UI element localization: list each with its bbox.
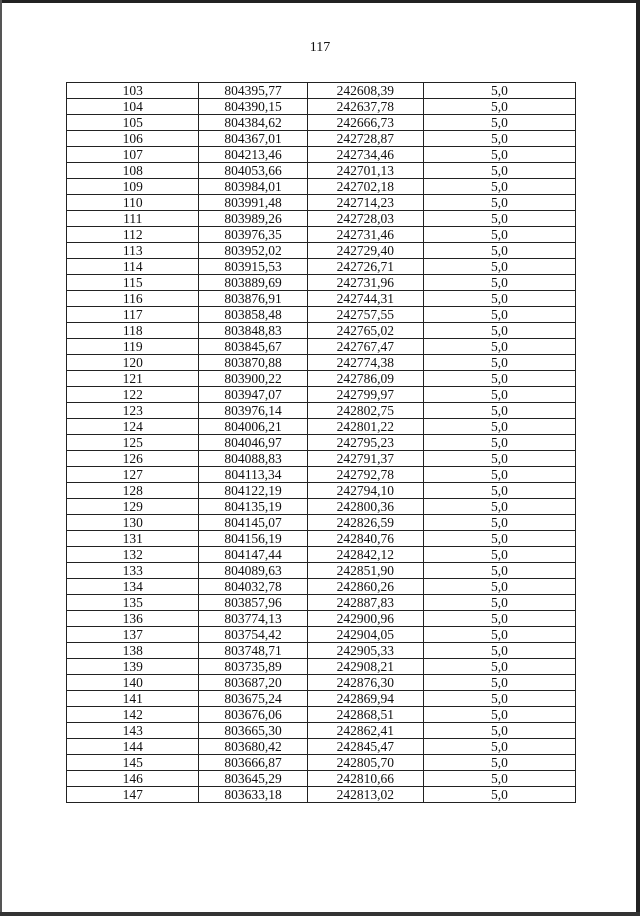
x-coordinate-cell: 804088,83 <box>199 451 307 467</box>
distance-cell: 5,0 <box>423 643 575 659</box>
x-coordinate-cell: 803870,88 <box>199 355 307 371</box>
table-row <box>67 355 576 371</box>
y-coordinate-cell: 242767,47 <box>307 339 423 355</box>
x-coordinate-cell: 803680,42 <box>199 739 307 755</box>
point-number-cell: 126 <box>67 451 199 467</box>
y-coordinate-cell: 242728,87 <box>307 131 423 147</box>
distance-cell: 5,0 <box>423 307 575 323</box>
point-number-cell: 114 <box>67 259 199 275</box>
table-row <box>67 755 576 771</box>
distance-cell: 5,0 <box>423 467 575 483</box>
y-coordinate-cell: 242792,78 <box>307 467 423 483</box>
distance-cell: 5,0 <box>423 499 575 515</box>
table-row <box>67 723 576 739</box>
table-row <box>67 211 576 227</box>
y-coordinate-cell: 242851,90 <box>307 563 423 579</box>
distance-cell: 5,0 <box>423 147 575 163</box>
x-coordinate-cell: 803889,69 <box>199 275 307 291</box>
x-coordinate-cell: 803675,24 <box>199 691 307 707</box>
point-number-cell: 106 <box>67 131 199 147</box>
y-coordinate-cell: 242908,21 <box>307 659 423 675</box>
x-coordinate-cell: 803754,42 <box>199 627 307 643</box>
x-coordinate-cell: 803748,71 <box>199 643 307 659</box>
coordinates-table <box>66 82 576 803</box>
table-row <box>67 515 576 531</box>
x-coordinate-cell: 804390,15 <box>199 99 307 115</box>
x-coordinate-cell: 803989,26 <box>199 211 307 227</box>
point-number-cell: 136 <box>67 611 199 627</box>
y-coordinate-cell: 242666,73 <box>307 115 423 131</box>
table-row <box>67 131 576 147</box>
y-coordinate-cell: 242860,26 <box>307 579 423 595</box>
y-coordinate-cell: 242869,94 <box>307 691 423 707</box>
table-row <box>67 659 576 675</box>
x-coordinate-cell: 803858,48 <box>199 307 307 323</box>
y-coordinate-cell: 242800,36 <box>307 499 423 515</box>
coordinates-table-body <box>67 83 576 803</box>
x-coordinate-cell: 803676,06 <box>199 707 307 723</box>
table-row <box>67 691 576 707</box>
table-row <box>67 339 576 355</box>
point-number-cell: 109 <box>67 179 199 195</box>
x-coordinate-cell: 803947,07 <box>199 387 307 403</box>
point-number-cell: 123 <box>67 403 199 419</box>
y-coordinate-cell: 242731,96 <box>307 275 423 291</box>
table-row <box>67 243 576 259</box>
y-coordinate-cell: 242795,23 <box>307 435 423 451</box>
x-coordinate-cell: 804147,44 <box>199 547 307 563</box>
page-number: 117 <box>309 40 331 55</box>
x-coordinate-cell: 803848,83 <box>199 323 307 339</box>
distance-cell: 5,0 <box>423 515 575 531</box>
point-number-cell: 127 <box>67 467 199 483</box>
distance-cell: 5,0 <box>423 115 575 131</box>
x-coordinate-cell: 804395,77 <box>199 83 307 99</box>
x-coordinate-cell: 803774,13 <box>199 611 307 627</box>
distance-cell: 5,0 <box>423 547 575 563</box>
table-row <box>67 563 576 579</box>
point-number-cell: 107 <box>67 147 199 163</box>
table-row <box>67 115 576 131</box>
point-number-cell: 138 <box>67 643 199 659</box>
point-number-cell: 140 <box>67 675 199 691</box>
table-row <box>67 275 576 291</box>
distance-cell: 5,0 <box>423 579 575 595</box>
point-number-cell: 113 <box>67 243 199 259</box>
point-number-cell: 122 <box>67 387 199 403</box>
y-coordinate-cell: 242862,41 <box>307 723 423 739</box>
table-row <box>67 467 576 483</box>
table-row <box>67 595 576 611</box>
y-coordinate-cell: 242701,13 <box>307 163 423 179</box>
x-coordinate-cell: 803665,30 <box>199 723 307 739</box>
y-coordinate-cell: 242813,02 <box>307 787 423 803</box>
point-number-cell: 105 <box>67 115 199 131</box>
distance-cell: 5,0 <box>423 355 575 371</box>
point-number-cell: 103 <box>67 83 199 99</box>
y-coordinate-cell: 242734,46 <box>307 147 423 163</box>
y-coordinate-cell: 242794,10 <box>307 483 423 499</box>
distance-cell: 5,0 <box>423 611 575 627</box>
distance-cell: 5,0 <box>423 259 575 275</box>
y-coordinate-cell: 242731,46 <box>307 227 423 243</box>
x-coordinate-cell: 804089,63 <box>199 563 307 579</box>
table-row <box>67 403 576 419</box>
table-row <box>67 435 576 451</box>
point-number-cell: 145 <box>67 755 199 771</box>
y-coordinate-cell: 242702,18 <box>307 179 423 195</box>
table-row <box>67 307 576 323</box>
y-coordinate-cell: 242744,31 <box>307 291 423 307</box>
x-coordinate-cell: 803687,20 <box>199 675 307 691</box>
distance-cell: 5,0 <box>423 755 575 771</box>
table-row <box>67 771 576 787</box>
distance-cell: 5,0 <box>423 707 575 723</box>
x-coordinate-cell: 803633,18 <box>199 787 307 803</box>
point-number-cell: 110 <box>67 195 199 211</box>
table-row <box>67 499 576 515</box>
x-coordinate-cell: 803900,22 <box>199 371 307 387</box>
table-row <box>67 419 576 435</box>
y-coordinate-cell: 242826,59 <box>307 515 423 531</box>
y-coordinate-cell: 242774,38 <box>307 355 423 371</box>
point-number-cell: 117 <box>67 307 199 323</box>
y-coordinate-cell: 242810,66 <box>307 771 423 787</box>
table-row <box>67 547 576 563</box>
y-coordinate-cell: 242868,51 <box>307 707 423 723</box>
y-coordinate-cell: 242637,78 <box>307 99 423 115</box>
point-number-cell: 129 <box>67 499 199 515</box>
x-coordinate-cell: 803952,02 <box>199 243 307 259</box>
x-coordinate-cell: 804113,34 <box>199 467 307 483</box>
x-coordinate-cell: 804122,19 <box>199 483 307 499</box>
point-number-cell: 139 <box>67 659 199 675</box>
distance-cell: 5,0 <box>423 595 575 611</box>
distance-cell: 5,0 <box>423 403 575 419</box>
x-coordinate-cell: 804213,46 <box>199 147 307 163</box>
point-number-cell: 132 <box>67 547 199 563</box>
x-coordinate-cell: 803857,96 <box>199 595 307 611</box>
point-number-cell: 128 <box>67 483 199 499</box>
distance-cell: 5,0 <box>423 451 575 467</box>
point-number-cell: 131 <box>67 531 199 547</box>
distance-cell: 5,0 <box>423 99 575 115</box>
table-row <box>67 531 576 547</box>
distance-cell: 5,0 <box>423 723 575 739</box>
y-coordinate-cell: 242887,83 <box>307 595 423 611</box>
table-row <box>67 147 576 163</box>
x-coordinate-cell: 803984,01 <box>199 179 307 195</box>
point-number-cell: 115 <box>67 275 199 291</box>
x-coordinate-cell: 804367,01 <box>199 131 307 147</box>
point-number-cell: 124 <box>67 419 199 435</box>
distance-cell: 5,0 <box>423 227 575 243</box>
x-coordinate-cell: 804145,07 <box>199 515 307 531</box>
table-row <box>67 83 576 99</box>
x-coordinate-cell: 804046,97 <box>199 435 307 451</box>
table-row <box>67 787 576 803</box>
table-row <box>67 371 576 387</box>
distance-cell: 5,0 <box>423 627 575 643</box>
point-number-cell: 144 <box>67 739 199 755</box>
point-number-cell: 141 <box>67 691 199 707</box>
table-row <box>67 451 576 467</box>
table-row <box>67 627 576 643</box>
distance-cell: 5,0 <box>423 771 575 787</box>
distance-cell: 5,0 <box>423 483 575 499</box>
distance-cell: 5,0 <box>423 675 575 691</box>
y-coordinate-cell: 242765,02 <box>307 323 423 339</box>
y-coordinate-cell: 242876,30 <box>307 675 423 691</box>
point-number-cell: 116 <box>67 291 199 307</box>
y-coordinate-cell: 242840,76 <box>307 531 423 547</box>
point-number-cell: 111 <box>67 211 199 227</box>
point-number-cell: 133 <box>67 563 199 579</box>
distance-cell: 5,0 <box>423 131 575 147</box>
point-number-cell: 118 <box>67 323 199 339</box>
distance-cell: 5,0 <box>423 83 575 99</box>
distance-cell: 5,0 <box>423 419 575 435</box>
point-number-cell: 146 <box>67 771 199 787</box>
x-coordinate-cell: 803645,29 <box>199 771 307 787</box>
y-coordinate-cell: 242786,09 <box>307 371 423 387</box>
y-coordinate-cell: 242726,71 <box>307 259 423 275</box>
y-coordinate-cell: 242801,22 <box>307 419 423 435</box>
y-coordinate-cell: 242729,40 <box>307 243 423 259</box>
distance-cell: 5,0 <box>423 291 575 307</box>
table-row <box>67 323 576 339</box>
distance-cell: 5,0 <box>423 243 575 259</box>
y-coordinate-cell: 242842,12 <box>307 547 423 563</box>
distance-cell: 5,0 <box>423 531 575 547</box>
table-row <box>67 195 576 211</box>
y-coordinate-cell: 242904,05 <box>307 627 423 643</box>
distance-cell: 5,0 <box>423 275 575 291</box>
table-row <box>67 739 576 755</box>
point-number-cell: 134 <box>67 579 199 595</box>
distance-cell: 5,0 <box>423 435 575 451</box>
x-coordinate-cell: 803915,53 <box>199 259 307 275</box>
scan-border-right <box>636 0 640 916</box>
x-coordinate-cell: 803845,67 <box>199 339 307 355</box>
table-row <box>67 291 576 307</box>
point-number-cell: 130 <box>67 515 199 531</box>
distance-cell: 5,0 <box>423 339 575 355</box>
point-number-cell: 112 <box>67 227 199 243</box>
y-coordinate-cell: 242845,47 <box>307 739 423 755</box>
distance-cell: 5,0 <box>423 179 575 195</box>
point-number-cell: 120 <box>67 355 199 371</box>
y-coordinate-cell: 242728,03 <box>307 211 423 227</box>
table-row <box>67 707 576 723</box>
y-coordinate-cell: 242791,37 <box>307 451 423 467</box>
x-coordinate-cell: 803876,91 <box>199 291 307 307</box>
distance-cell: 5,0 <box>423 323 575 339</box>
point-number-cell: 143 <box>67 723 199 739</box>
x-coordinate-cell: 804006,21 <box>199 419 307 435</box>
y-coordinate-cell: 242900,96 <box>307 611 423 627</box>
x-coordinate-cell: 804053,66 <box>199 163 307 179</box>
x-coordinate-cell: 804135,19 <box>199 499 307 515</box>
y-coordinate-cell: 242757,55 <box>307 307 423 323</box>
table-row <box>67 675 576 691</box>
distance-cell: 5,0 <box>423 563 575 579</box>
y-coordinate-cell: 242905,33 <box>307 643 423 659</box>
point-number-cell: 137 <box>67 627 199 643</box>
scan-border-bottom <box>0 912 640 916</box>
x-coordinate-cell: 803666,87 <box>199 755 307 771</box>
distance-cell: 5,0 <box>423 211 575 227</box>
distance-cell: 5,0 <box>423 787 575 803</box>
point-number-cell: 142 <box>67 707 199 723</box>
table-row <box>67 483 576 499</box>
distance-cell: 5,0 <box>423 739 575 755</box>
y-coordinate-cell: 242805,70 <box>307 755 423 771</box>
point-number-cell: 108 <box>67 163 199 179</box>
table-row <box>67 163 576 179</box>
y-coordinate-cell: 242799,97 <box>307 387 423 403</box>
x-coordinate-cell: 804384,62 <box>199 115 307 131</box>
y-coordinate-cell: 242608,39 <box>307 83 423 99</box>
table-row <box>67 227 576 243</box>
x-coordinate-cell: 803976,14 <box>199 403 307 419</box>
table-row <box>67 179 576 195</box>
point-number-cell: 125 <box>67 435 199 451</box>
table-row <box>67 611 576 627</box>
scan-border-left <box>0 0 2 916</box>
point-number-cell: 135 <box>67 595 199 611</box>
distance-cell: 5,0 <box>423 163 575 179</box>
x-coordinate-cell: 803735,89 <box>199 659 307 675</box>
table-row <box>67 387 576 403</box>
distance-cell: 5,0 <box>423 371 575 387</box>
point-number-cell: 147 <box>67 787 199 803</box>
y-coordinate-cell: 242714,23 <box>307 195 423 211</box>
point-number-cell: 104 <box>67 99 199 115</box>
table-row <box>67 99 576 115</box>
x-coordinate-cell: 803991,48 <box>199 195 307 211</box>
x-coordinate-cell: 804032,78 <box>199 579 307 595</box>
table-row <box>67 643 576 659</box>
table-row <box>67 259 576 275</box>
point-number-cell: 119 <box>67 339 199 355</box>
table-row <box>67 579 576 595</box>
distance-cell: 5,0 <box>423 387 575 403</box>
y-coordinate-cell: 242802,75 <box>307 403 423 419</box>
point-number-cell: 121 <box>67 371 199 387</box>
distance-cell: 5,0 <box>423 195 575 211</box>
distance-cell: 5,0 <box>423 691 575 707</box>
x-coordinate-cell: 804156,19 <box>199 531 307 547</box>
x-coordinate-cell: 803976,35 <box>199 227 307 243</box>
scan-border-top <box>0 0 640 3</box>
distance-cell: 5,0 <box>423 659 575 675</box>
